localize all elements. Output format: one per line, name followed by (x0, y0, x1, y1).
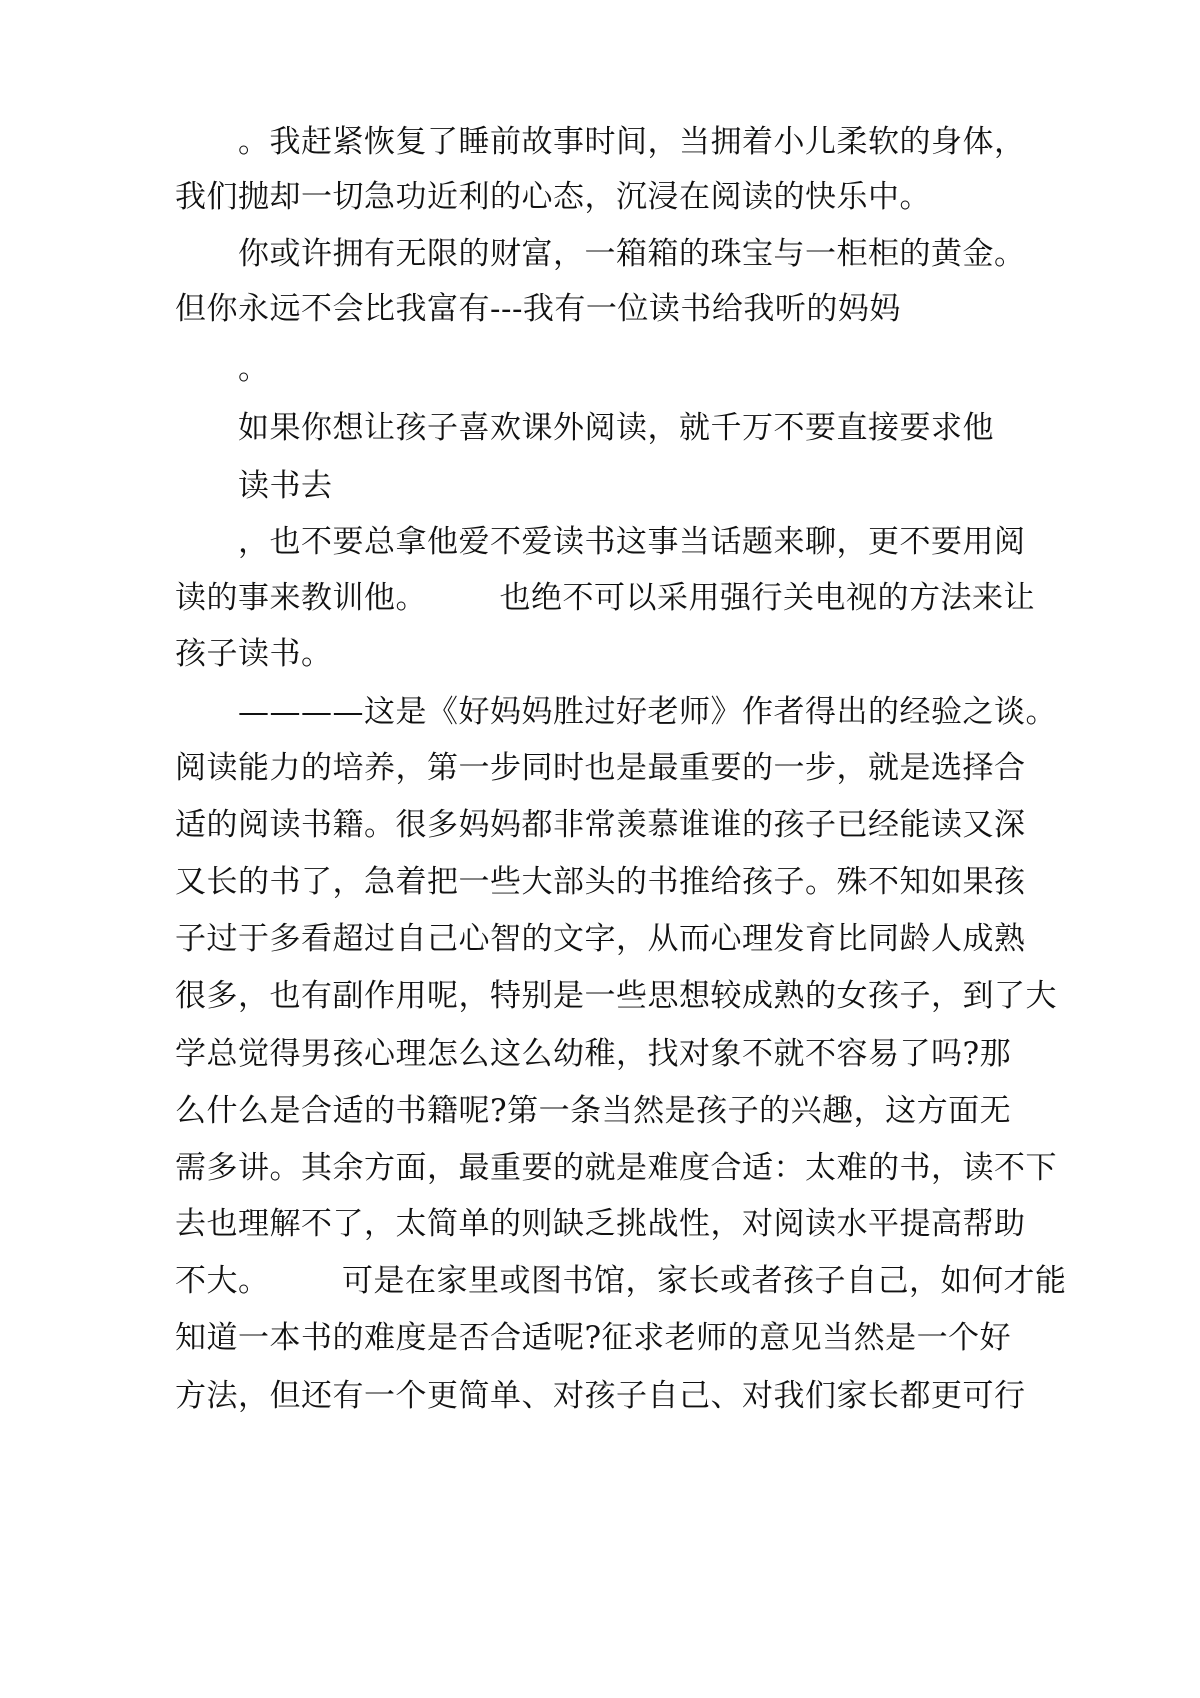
text-line: 我们抛却一切急功近利的心态，沉浸在阅读的快乐中。 (175, 179, 931, 215)
text-line: 。我赶紧恢复了睡前故事时间，当拥着小儿柔软的身体， (238, 124, 1026, 160)
text-line: ————这是《好妈妈胜过好老师》作者得出的经验之谈。 (238, 694, 1057, 730)
text-line: 学总觉得男孩心理怎么这么幼稚，找对象不就不容易了吗?那 (175, 1036, 1012, 1072)
text-line: 么什么是合适的书籍呢?第一条当然是孩子的兴趣，这方面无 (175, 1093, 1012, 1129)
text-line: 不大。 可是在家里或图书馆，家长或者孩子自己，如何才能 (175, 1263, 1067, 1299)
text-line: 读书去 (238, 468, 333, 504)
text-line: 知道一本书的难度是否合适呢?征求老师的意见当然是一个好 (175, 1320, 1012, 1356)
text-line: 阅读能力的培养，第一步同时也是最重要的一步，就是选择合 (175, 750, 1026, 786)
text-line: 你或许拥有无限的财富，一箱箱的珠宝与一柜柜的黄金。 (238, 236, 1026, 272)
text-line: 方法，但还有一个更简单、对孩子自己、对我们家长都更可行 (175, 1378, 1026, 1414)
text-line: 孩子读书。 (175, 636, 333, 672)
text-line: 去也理解不了，太简单的则缺乏挑战性，对阅读水平提高帮助 (175, 1206, 1026, 1242)
text-line: 如果你想让孩子喜欢课外阅读，就千万不要直接要求他 (238, 410, 994, 446)
text-line: 。 (238, 351, 270, 387)
text-line: 又长的书了，急着把一些大部头的书推给孩子。殊不知如果孩 (175, 864, 1026, 900)
text-line: 子过于多看超过自己心智的文字，从而心理发育比同龄人成熟 (175, 921, 1026, 957)
text-line: 很多，也有副作用呢，特别是一些思想较成熟的女孩子，到了大 (175, 978, 1057, 1014)
text-line: 需多讲。其余方面，最重要的就是难度合适：太难的书，读不下 (175, 1150, 1057, 1186)
text-line: 读的事来教训他。 也绝不可以采用强行关电视的方法来让 (175, 580, 1035, 616)
text-line: 适的阅读书籍。很多妈妈都非常羡慕谁谁的孩子已经能读又深 (175, 807, 1026, 843)
text-line: 但你永远不会比我富有---我有一位读书给我听的妈妈 (175, 291, 901, 327)
text-line: ，也不要总拿他爱不爱读书这事当话题来聊，更不要用阅 (238, 524, 1026, 560)
